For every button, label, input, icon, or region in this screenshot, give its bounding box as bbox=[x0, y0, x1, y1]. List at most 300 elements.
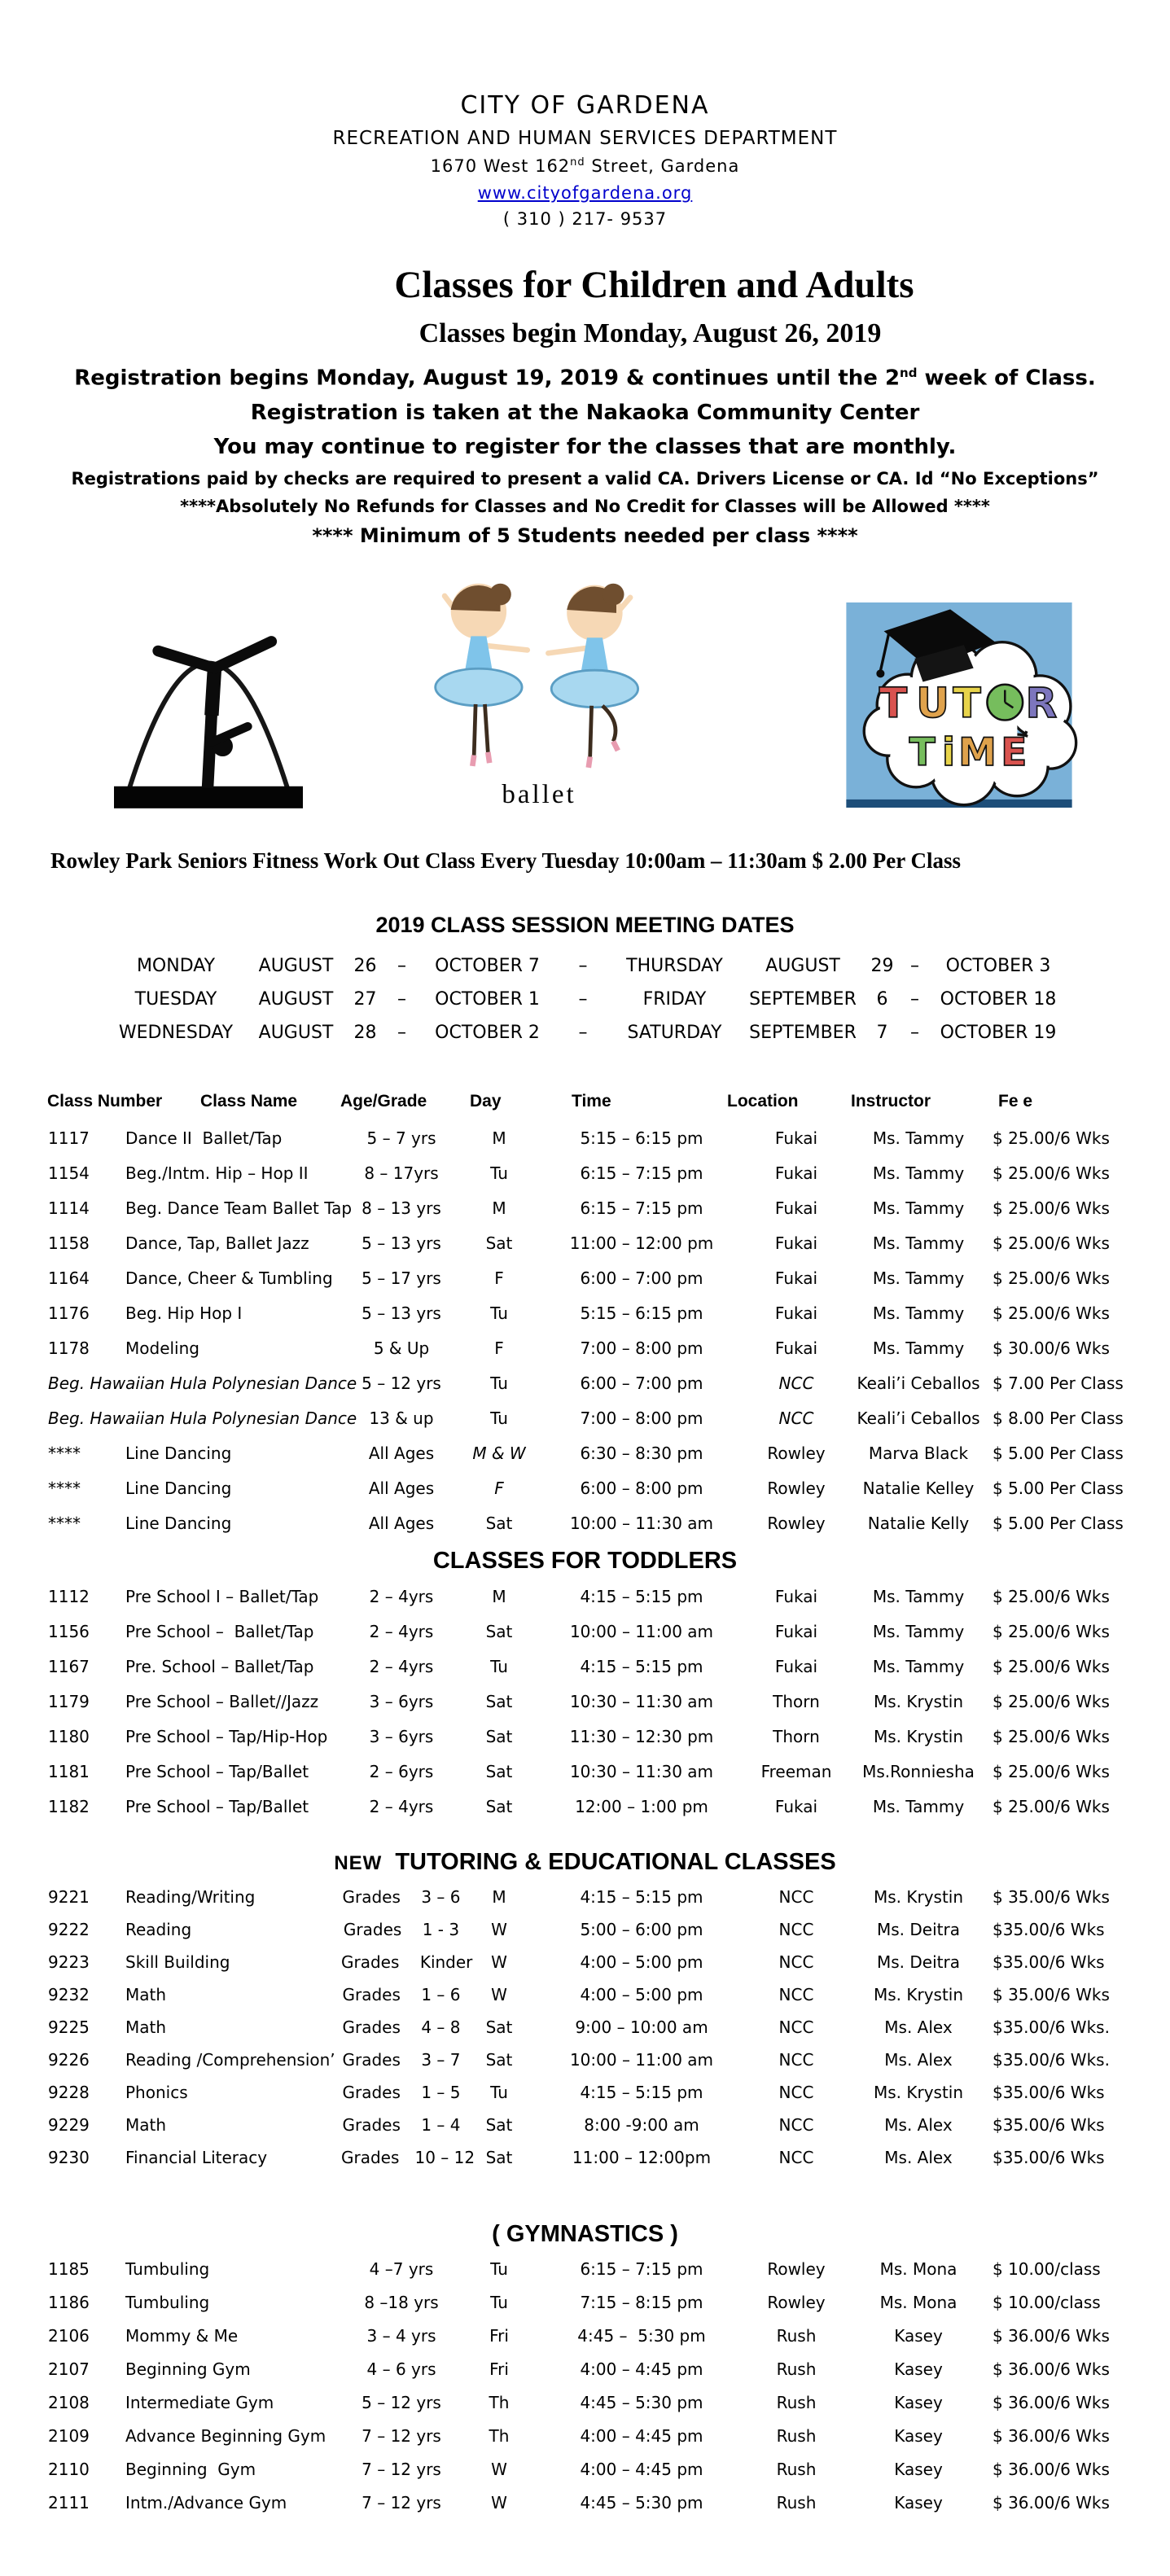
svg-text:U: U bbox=[916, 678, 950, 727]
time-cell: 11:00 – 12:00pm bbox=[572, 2147, 712, 2167]
day-cell: Sat bbox=[485, 2147, 513, 2167]
meeting-cell: – bbox=[910, 988, 919, 1010]
day-cell: Sat bbox=[485, 1692, 513, 1712]
fee-cell: $35.00/6 Wks bbox=[993, 2114, 1105, 2135]
class-name-cell: Line Dancing bbox=[125, 1479, 232, 1499]
table-row bbox=[47, 1978, 1130, 2011]
meeting-cell: AUGUST bbox=[765, 955, 840, 976]
age-grade-cell: 5 – 12 yrs bbox=[362, 2393, 441, 2413]
fee-cell: $ 25.00/6 Wks bbox=[993, 1692, 1110, 1712]
age-grade-cell: 8 – 13 yrs bbox=[362, 1198, 441, 1219]
location-cell: Fukai bbox=[774, 1797, 818, 1817]
tutoring-title-prefix: NEW bbox=[334, 1851, 383, 1874]
time-cell: 4:00 – 4:45 pm bbox=[580, 2359, 703, 2380]
location-cell: NCC bbox=[778, 1886, 814, 1907]
meeting-cell: OCTOBER 7 bbox=[435, 955, 540, 976]
location-cell: Fukai bbox=[774, 1163, 818, 1184]
class-name-cell: Tumbuling bbox=[125, 2259, 210, 2280]
meeting-cell: – bbox=[397, 1022, 406, 1043]
location-cell: Rowley bbox=[767, 1514, 826, 1534]
day-cell: W bbox=[491, 1984, 507, 2004]
location-cell: Rush bbox=[776, 2426, 817, 2447]
meeting-cell: SATURDAY bbox=[627, 1022, 722, 1043]
time-cell: 4:15 – 5:15 pm bbox=[580, 2082, 703, 2102]
class-number-cell: 2109 bbox=[48, 2426, 90, 2447]
age-grade-cell: 7 – 12 yrs bbox=[362, 2426, 441, 2447]
location-cell: Rush bbox=[776, 2460, 817, 2480]
day-cell: Tu bbox=[490, 1303, 508, 1324]
tutoring-section-title: NEW TUTORING & EDUCATIONAL CLASSES bbox=[334, 1848, 836, 1875]
class-name-cell: Beginning Gym bbox=[125, 2460, 256, 2480]
class-number-cell: 1178 bbox=[48, 1338, 90, 1359]
instructor-cell: Kasey bbox=[894, 2493, 943, 2513]
fee-cell: $ 25.00/6 Wks bbox=[993, 1587, 1110, 1607]
age-grade-cell: Grades 3 – 7 bbox=[342, 2049, 461, 2070]
meeting-cell: 6 bbox=[876, 988, 888, 1010]
col-class-name: Class Name bbox=[200, 1091, 298, 1111]
table-row bbox=[47, 1436, 1130, 1471]
table-row bbox=[47, 2353, 1130, 2386]
instructor-cell: Ms. Tammy bbox=[872, 1198, 965, 1219]
instructor-cell: Ms. Mona bbox=[879, 2293, 957, 2313]
fee-cell: $ 30.00/6 Wks bbox=[993, 1338, 1110, 1359]
fee-cell: $ 25.00/6 Wks bbox=[993, 1797, 1110, 1817]
table-row bbox=[47, 2453, 1130, 2486]
fee-cell: $ 35.00/6 Wks bbox=[993, 1886, 1110, 1907]
location-cell: Thorn bbox=[773, 1692, 820, 1712]
toddlers-section-title: CLASSES FOR TODDLERS bbox=[432, 1547, 738, 1574]
age-grade-cell: 2 – 4yrs bbox=[369, 1587, 434, 1607]
table-row bbox=[47, 1946, 1130, 1978]
class-name-cell: Skill Building bbox=[125, 1952, 230, 1972]
class-name-cell: Math bbox=[125, 2017, 167, 2037]
gymnastics-table bbox=[47, 2253, 1130, 2520]
instructor-cell: Ms. Krystin bbox=[873, 1727, 964, 1747]
col-time: Time bbox=[572, 1091, 611, 1111]
location-cell: NCC bbox=[778, 2082, 814, 2102]
instructor-cell: Ms. Krystin bbox=[873, 1886, 964, 1907]
class-number-cell: 9229 bbox=[48, 2114, 90, 2135]
table-row bbox=[47, 2076, 1130, 2109]
instructor-cell: Ms. Tammy bbox=[872, 1303, 965, 1324]
table-row bbox=[47, 1121, 1130, 1156]
registration-begins-line: Registration begins Monday, August 19, 2019 & continues until the 2nd week of Class. bbox=[74, 366, 1096, 391]
col-day: Day bbox=[470, 1091, 502, 1111]
time-cell: 4:00 – 4:45 pm bbox=[580, 2460, 703, 2480]
day-cell: Sat bbox=[485, 1797, 513, 1817]
class-number-cell: 9225 bbox=[48, 2017, 90, 2037]
location-cell: Rowley bbox=[767, 2293, 826, 2313]
day-cell: M bbox=[492, 1128, 506, 1149]
ballet-image bbox=[384, 563, 694, 810]
fee-cell: $ 36.00/6 Wks bbox=[993, 2326, 1110, 2346]
table-row bbox=[47, 2420, 1130, 2453]
day-cell: W bbox=[491, 1919, 507, 1939]
class-number-cell: 1158 bbox=[48, 1233, 90, 1254]
meeting-cell: – bbox=[578, 988, 588, 1010]
class-name-cell: Intermediate Gym bbox=[125, 2393, 274, 2413]
time-cell: 7:00 – 8:00 pm bbox=[580, 1338, 703, 1359]
class-name-cell: Reading bbox=[125, 1919, 192, 1939]
location-cell: NCC bbox=[778, 1984, 814, 2004]
class-name-cell: Modeling bbox=[125, 1338, 199, 1359]
day-cell: Sat bbox=[485, 1762, 513, 1782]
location-cell: Rowley bbox=[767, 1444, 826, 1464]
class-number-cell: 1179 bbox=[48, 1692, 90, 1712]
meeting-cell: AUGUST bbox=[258, 988, 334, 1010]
class-number-cell: 9223 bbox=[48, 1952, 90, 1972]
age-grade-cell: 8 – 17yrs bbox=[364, 1163, 439, 1184]
age-grade-cell: 5 – 7 yrs bbox=[366, 1128, 436, 1149]
location-cell: Fukai bbox=[774, 1657, 818, 1677]
instructor-cell: Kasey bbox=[894, 2359, 943, 2380]
table-row bbox=[47, 1156, 1130, 1191]
class-number-cell: 1154 bbox=[48, 1163, 90, 1184]
day-cell: F bbox=[494, 1479, 504, 1499]
location-cell: NCC bbox=[778, 2147, 814, 2167]
table-row bbox=[47, 2253, 1130, 2286]
meeting-cell: AUGUST bbox=[258, 955, 334, 976]
meeting-dates-row bbox=[105, 949, 1066, 983]
subtitle: Classes begin Monday, August 26, 2019 bbox=[418, 318, 882, 348]
class-name-cell: Intm./Advance Gym bbox=[125, 2493, 287, 2513]
fee-cell: $ 36.00/6 Wks bbox=[993, 2359, 1110, 2380]
time-cell: 12:00 – 1:00 pm bbox=[575, 1797, 708, 1817]
location-cell: Rowley bbox=[767, 2259, 826, 2280]
instructor-cell: Ms. Alex bbox=[884, 2114, 953, 2135]
class-name-cell: Financial Literacy bbox=[125, 2147, 268, 2167]
table-row bbox=[47, 2044, 1130, 2076]
col-class-number: Class Number bbox=[47, 1091, 163, 1111]
class-number-cell: 2108 bbox=[48, 2393, 90, 2413]
day-cell: Sat bbox=[485, 2049, 513, 2070]
class-name-cell: Reading/Writing bbox=[125, 1886, 256, 1907]
instructor-cell: Ms. Tammy bbox=[872, 1233, 965, 1254]
fee-cell: $ 10.00/class bbox=[993, 2259, 1101, 2280]
day-cell: F bbox=[494, 1268, 504, 1289]
age-grade-cell: Grades 1 – 5 bbox=[342, 2082, 461, 2102]
age-grade-cell: All Ages bbox=[368, 1444, 435, 1464]
instructor-cell: Natalie Kelley bbox=[862, 1479, 975, 1499]
ballet-caption: ballet bbox=[502, 779, 576, 809]
day-cell: Tu bbox=[490, 1657, 508, 1677]
time-cell: 4:45 – 5:30 pm bbox=[580, 2393, 703, 2413]
main-class-table bbox=[47, 1121, 1130, 1541]
age-grade-cell: Grades 1 – 6 bbox=[342, 1984, 461, 2004]
age-grade-cell: 7 – 12 yrs bbox=[362, 2493, 441, 2513]
instructor-cell: Ms.Ronniesha bbox=[862, 1762, 975, 1782]
time-cell: 6:30 – 8:30 pm bbox=[580, 1444, 703, 1464]
location-cell: NCC bbox=[778, 1952, 814, 1972]
class-number-cell: 1185 bbox=[48, 2259, 90, 2280]
instructor-cell: Ms. Tammy bbox=[872, 1657, 965, 1677]
class-number-cell: 1112 bbox=[48, 1587, 90, 1607]
fee-cell: $ 25.00/6 Wks bbox=[993, 1198, 1110, 1219]
class-number-cell: 1182 bbox=[48, 1797, 90, 1817]
fee-cell: $ 25.00/6 Wks bbox=[993, 1163, 1110, 1184]
table-row bbox=[47, 1881, 1130, 1913]
age-grade-cell: Grades Kinder bbox=[341, 1952, 473, 1972]
day-cell: W bbox=[491, 1952, 507, 1972]
time-cell: 6:15 – 7:15 pm bbox=[580, 2259, 703, 2280]
age-grade-cell: 2 – 4yrs bbox=[369, 1622, 434, 1642]
instructor-cell: Ms. Mona bbox=[879, 2259, 957, 2280]
age-grade-cell: 2 – 4yrs bbox=[369, 1797, 434, 1817]
fee-cell: $35.00/6 Wks bbox=[993, 2082, 1105, 2102]
table-row bbox=[47, 1296, 1130, 1331]
class-number-cell: 1117 bbox=[48, 1128, 90, 1149]
instructor-cell: Ms. Deitra bbox=[877, 1919, 960, 1939]
meeting-cell: – bbox=[910, 955, 919, 976]
age-grade-cell: 2 – 6yrs bbox=[369, 1762, 434, 1782]
time-cell: 4:45 – 5:30 pm bbox=[580, 2493, 703, 2513]
time-cell: 4:00 – 5:00 pm bbox=[580, 1984, 703, 2004]
age-grade-cell: 4 –7 yrs bbox=[369, 2259, 434, 2280]
location-cell: Fukai bbox=[774, 1338, 818, 1359]
location-cell: Fukai bbox=[774, 1128, 818, 1149]
instructor-cell: Ms. Alex bbox=[884, 2017, 953, 2037]
meeting-dates-row bbox=[105, 983, 1066, 1016]
meeting-cell: WEDNESDAY bbox=[118, 1022, 234, 1043]
website-link[interactable]: www.cityofgardena.org bbox=[477, 183, 693, 203]
day-cell: Fri bbox=[489, 2359, 509, 2380]
fee-cell: $35.00/6 Wks. bbox=[993, 2017, 1110, 2037]
meeting-dates-grid bbox=[105, 949, 1066, 1049]
age-grade-cell: 5 – 17 yrs bbox=[362, 1268, 441, 1289]
minimum-students-line: **** Minimum of 5 Students needed per class **** bbox=[312, 524, 858, 547]
instructor-cell: Ms. Krystin bbox=[873, 2082, 964, 2102]
meeting-cell: 29 bbox=[870, 955, 894, 976]
class-name-cell: Beg./Intm. Hip – Hop II bbox=[125, 1163, 309, 1184]
meeting-cell: FRIDAY bbox=[642, 988, 707, 1010]
age-grade-cell: 8 –18 yrs bbox=[364, 2293, 439, 2313]
tutor-word-1 bbox=[879, 679, 1058, 727]
class-number-cell: 1167 bbox=[48, 1657, 90, 1677]
class-number-cell: 2110 bbox=[48, 2460, 90, 2480]
meeting-cell: OCTOBER 3 bbox=[945, 955, 1051, 976]
table-row bbox=[47, 1684, 1130, 1720]
location-cell: Rush bbox=[776, 2359, 817, 2380]
location-cell: Fukai bbox=[774, 1622, 818, 1642]
age-grade-cell: Grades 4 – 8 bbox=[342, 2017, 461, 2037]
meeting-cell: 7 bbox=[876, 1022, 888, 1043]
address: 1670 West 162nd Street, Gardena bbox=[430, 156, 740, 176]
meeting-cell: MONDAY bbox=[136, 955, 216, 976]
day-cell: M bbox=[492, 1587, 506, 1607]
class-number-cell: 9228 bbox=[48, 2082, 90, 2102]
org-name: CITY OF GARDENA bbox=[460, 91, 710, 120]
time-cell: 11:00 – 12:00 pm bbox=[569, 1233, 714, 1254]
instructor-cell: Ms. Alex bbox=[884, 2147, 953, 2167]
instructor-cell: Kasey bbox=[894, 2393, 943, 2413]
class-number-cell: **** bbox=[48, 1479, 81, 1499]
table-row bbox=[47, 2486, 1130, 2520]
day-cell: Tu bbox=[490, 1408, 508, 1429]
phone-number: ( 310 ) 217- 9537 bbox=[502, 209, 668, 229]
instructor-cell: Ms. Tammy bbox=[872, 1587, 965, 1607]
time-cell: 6:00 – 7:00 pm bbox=[580, 1373, 703, 1394]
day-cell: W bbox=[491, 2460, 507, 2480]
meeting-cell: – bbox=[397, 988, 406, 1010]
class-name-cell: Line Dancing bbox=[125, 1444, 232, 1464]
location-cell: NCC bbox=[778, 2049, 814, 2070]
fee-cell: $ 7.00 Per Class bbox=[993, 1373, 1124, 1394]
location-cell: Fukai bbox=[774, 1303, 818, 1324]
table-row bbox=[47, 1331, 1130, 1366]
time-cell: 8:00 -9:00 am bbox=[584, 2114, 699, 2135]
day-cell: Fri bbox=[489, 2326, 509, 2346]
location-cell: NCC bbox=[778, 2114, 814, 2135]
time-cell: 4:00 – 5:00 pm bbox=[580, 1952, 703, 1972]
registration-location-line: Registration is taken at the Nakaoka Community Center bbox=[250, 400, 920, 425]
day-cell: Th bbox=[489, 2426, 510, 2447]
class-number-cell: 2107 bbox=[48, 2359, 90, 2380]
class-name-cell: Pre School – Tap/Ballet bbox=[125, 1762, 309, 1782]
time-cell: 10:00 – 11:00 am bbox=[569, 1622, 714, 1642]
meeting-dates-title: 2019 CLASS SESSION MEETING DATES bbox=[375, 912, 795, 937]
class-name-cell: Pre. School – Ballet/Tap bbox=[125, 1657, 314, 1677]
class-name-cell: Phonics bbox=[125, 2082, 188, 2102]
table-row bbox=[47, 1790, 1130, 1825]
instructor-cell: Ms. Krystin bbox=[873, 1692, 964, 1712]
age-grade-cell: 5 – 13 yrs bbox=[362, 1303, 441, 1324]
meeting-cell: TUESDAY bbox=[134, 988, 217, 1010]
location-cell: Freeman bbox=[760, 1762, 832, 1782]
meeting-cell: OCTOBER 19 bbox=[940, 1022, 1057, 1043]
time-cell: 6:00 – 8:00 pm bbox=[580, 1479, 703, 1499]
day-cell: Th bbox=[489, 2393, 510, 2413]
age-grade-cell: All Ages bbox=[368, 1479, 435, 1499]
class-name-cell: Dance, Cheer & Tumbling bbox=[125, 1268, 333, 1289]
fee-cell: $ 25.00/6 Wks bbox=[993, 1303, 1110, 1324]
class-number-cell: 1176 bbox=[48, 1303, 90, 1324]
toddlers-table bbox=[47, 1579, 1130, 1825]
class-number-cell: 2106 bbox=[48, 2326, 90, 2346]
class-name-cell: Advance Beginning Gym bbox=[125, 2426, 326, 2447]
location-cell: Rowley bbox=[767, 1479, 826, 1499]
svg-text:E: E bbox=[1001, 729, 1028, 775]
class-name-cell: Beg. Hawaiian Hula Polynesian Dance bbox=[48, 1408, 357, 1429]
day-cell: Tu bbox=[490, 2293, 508, 2313]
col-age-grade: Age/Grade bbox=[340, 1091, 427, 1111]
fee-cell: $ 5.00 Per Class bbox=[993, 1514, 1124, 1534]
tutoring-table bbox=[47, 1881, 1130, 2174]
time-cell: 6:00 – 7:00 pm bbox=[580, 1268, 703, 1289]
instructor-cell: Ms. Alex bbox=[884, 2049, 953, 2070]
table-row bbox=[47, 2320, 1130, 2353]
meeting-cell: OCTOBER 18 bbox=[940, 988, 1057, 1010]
instructor-cell: Ms. Tammy bbox=[872, 1268, 965, 1289]
class-number-cell: 1180 bbox=[48, 1727, 90, 1747]
svg-text:M: M bbox=[958, 729, 997, 775]
class-number-cell: 1164 bbox=[48, 1268, 90, 1289]
location-cell: Fukai bbox=[774, 1268, 818, 1289]
time-cell: 4:15 – 5:15 pm bbox=[580, 1657, 703, 1677]
location-cell: Rush bbox=[776, 2493, 817, 2513]
fee-cell: $ 25.00/6 Wks bbox=[993, 1622, 1110, 1642]
time-cell: 4:00 – 4:45 pm bbox=[580, 2426, 703, 2447]
age-grade-cell: 2 – 4yrs bbox=[369, 1657, 434, 1677]
meeting-cell: SEPTEMBER bbox=[749, 988, 857, 1010]
col-location: Location bbox=[727, 1091, 799, 1111]
instructor-cell: Ms. Tammy bbox=[872, 1622, 965, 1642]
class-number-cell: 1156 bbox=[48, 1622, 90, 1642]
day-cell: Sat bbox=[485, 1233, 513, 1254]
class-number-cell: **** bbox=[48, 1444, 81, 1464]
fee-cell: $ 5.00 Per Class bbox=[993, 1479, 1124, 1499]
class-name-cell: Dance, Tap, Ballet Jazz bbox=[125, 1233, 309, 1254]
table-row bbox=[47, 1366, 1130, 1401]
time-cell: 5:15 – 6:15 pm bbox=[580, 1128, 703, 1149]
table-row bbox=[47, 1649, 1130, 1684]
meeting-cell: – bbox=[578, 955, 588, 976]
svg-text:i: i bbox=[942, 729, 956, 775]
class-name-cell: Tumbuling bbox=[125, 2293, 210, 2313]
time-cell: 10:30 – 11:30 am bbox=[569, 1762, 714, 1782]
instructor-cell: Ms. Tammy bbox=[872, 1797, 965, 1817]
class-name-cell: Math bbox=[125, 1984, 167, 2004]
instructor-cell: Kasey bbox=[894, 2426, 943, 2447]
day-cell: F bbox=[494, 1338, 504, 1359]
age-grade-cell: 7 – 12 yrs bbox=[362, 2460, 441, 2480]
class-name-cell: Pre School – Tap/Hip-Hop bbox=[125, 1727, 328, 1747]
svg-text:T: T bbox=[953, 678, 981, 727]
class-name-cell: Line Dancing bbox=[125, 1514, 232, 1534]
fee-cell: $ 8.00 Per Class bbox=[993, 1408, 1124, 1429]
table-row bbox=[47, 1579, 1130, 1614]
class-name-cell: Dance II Ballet/Tap bbox=[125, 1128, 283, 1149]
meeting-cell: – bbox=[397, 955, 406, 976]
class-name-cell: Math bbox=[125, 2114, 167, 2135]
day-cell: Sat bbox=[485, 1622, 513, 1642]
class-number-cell: 9232 bbox=[48, 1984, 90, 2004]
fee-cell: $ 25.00/6 Wks bbox=[993, 1657, 1110, 1677]
meeting-dates-row bbox=[105, 1016, 1066, 1049]
instructor-cell: Ms. Tammy bbox=[872, 1128, 965, 1149]
fee-cell: $ 25.00/6 Wks bbox=[993, 1268, 1110, 1289]
time-cell: 9:00 – 10:00 am bbox=[575, 2017, 708, 2037]
meeting-cell: – bbox=[578, 1022, 588, 1043]
class-number-cell: 9230 bbox=[48, 2147, 90, 2167]
time-cell: 4:45 – 5:30 pm bbox=[577, 2326, 706, 2346]
day-cell: W bbox=[491, 2493, 507, 2513]
meeting-cell: OCTOBER 1 bbox=[435, 988, 540, 1010]
fee-cell: $ 25.00/6 Wks bbox=[993, 1762, 1110, 1782]
instructor-cell: Keali’i Ceballos bbox=[857, 1373, 980, 1394]
time-cell: 10:00 – 11:30 am bbox=[569, 1514, 714, 1534]
table-row bbox=[47, 1226, 1130, 1261]
time-cell: 10:00 – 11:00 am bbox=[569, 2049, 714, 2070]
fee-cell: $ 5.00 Per Class bbox=[993, 1444, 1124, 1464]
location-cell: NCC bbox=[778, 1408, 814, 1429]
time-cell: 7:15 – 8:15 pm bbox=[580, 2293, 703, 2313]
time-cell: 5:15 – 6:15 pm bbox=[580, 1303, 703, 1324]
fee-cell: $ 25.00/6 Wks bbox=[993, 1233, 1110, 1254]
meeting-cell: – bbox=[910, 1022, 919, 1043]
day-cell: Tu bbox=[490, 2082, 508, 2102]
svg-text:T: T bbox=[909, 729, 936, 775]
location-cell: NCC bbox=[778, 1373, 814, 1394]
meeting-cell: AUGUST bbox=[258, 1022, 334, 1043]
instructor-cell: Ms. Deitra bbox=[877, 1952, 960, 1972]
class-name-cell: Pre School – Ballet/Tap bbox=[125, 1622, 314, 1642]
instructor-cell: Kasey bbox=[894, 2460, 943, 2480]
class-number-cell: 1114 bbox=[48, 1198, 90, 1219]
svg-text:R: R bbox=[1025, 678, 1058, 727]
location-cell: Rush bbox=[776, 2326, 817, 2346]
table-row bbox=[47, 1506, 1130, 1541]
age-grade-cell: 3 – 6yrs bbox=[369, 1692, 434, 1712]
